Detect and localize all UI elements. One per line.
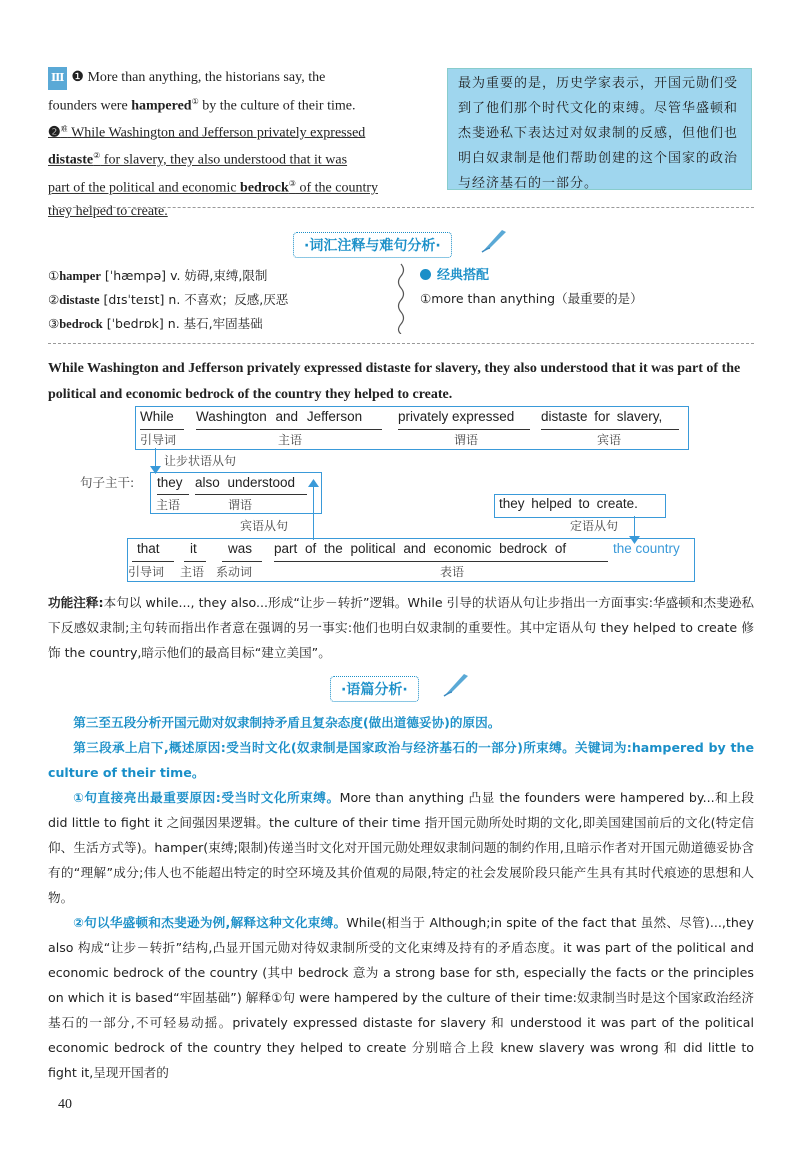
footnote-1: ① [191,97,199,106]
discourse-p3-body: More than anything 凸显 the founders were hampered by...和上段 did little to fight it 之间强因果逻辑。the culture of their time 指开国元勋所处时期的文化,即美国建国前后的文化(特定信仰、生活方式等)。hamper(束缚;限制)传递当时文化对开国元勋处理奴隶制问题的制约作用,且暗示作者对开国元勋道德妥协含有的“理解”成分;伟人也不能超出特定的时空环境及其价值观的局限,特定的社会发展阶段只能产生具有其时代痕迹的思想和人物。 [48,790,755,905]
vocab-word: bedrock [59,317,103,331]
vocab-def: v. 妨碍,束缚,限制 [170,268,268,283]
vocab-ipa: [ˈhæmpə] [104,268,167,283]
vocab-ipa: [dɪsˈteɪst] [103,292,165,307]
sentence-1-part-a: More than anything, the historians say, the [87,70,326,85]
footnote-3: ③ [288,178,296,188]
sentence-2-part-a: While Washington and Jefferson privately expressed [71,125,366,141]
function-note-label: 功能注释: [48,595,104,610]
sentence-1-text: founders were [48,98,132,114]
underline [157,494,189,495]
label-object: 宾语 [597,433,622,447]
paragraph-marker: Ⅲ [48,67,67,90]
vocab-num: ③ [48,316,60,331]
vocab-num: ② [48,292,60,307]
token-the-country: the country [613,541,680,556]
sentence-2-part-d: they helped to create. [48,203,168,219]
underline [222,561,262,562]
word-bedrock: bedrock [240,180,289,196]
word-distaste: distaste [48,152,94,168]
underline [132,561,174,562]
token-was: was [228,541,253,556]
underline [140,429,184,430]
token-relative-clause: they helped to create. [499,496,638,511]
section-title: ·词汇注释与难句分析· [304,238,441,254]
section-title: ·语篇分析· [341,682,408,698]
sentence-2-part-c: part of the political and economic [48,180,241,196]
discourse-p4-body: While(相当于 Although;in spite of the fact that 虽然、尽管)...,they also 构成“让步－转折”结构,凸显开国元勋对待奴隶制所受的文化束缚及持有的矛盾态度。it was part of the political and economic bedrock of the country (其中 bedrock 意为 a strong base for sth, especially the facts or the principles on which it is based“牢固基础”) 解释①句 were hampered by the culture of their time:奴隶制当时是这个国家政治经济基石的一部分,不可轻易动摇。privately expressed distaste for slavery 和 understood it was part of the political economic bedrock of the country they helped to create 分别暗合上段 knew slavery was wrong 和 did little to fight it,呈现开国者的 [48,915,754,1080]
underline [195,494,307,495]
label-concession: 让步状语从句 [164,454,237,468]
underline [196,429,382,430]
sentence-2-part-b: for slavery, they also understood that it was [100,152,348,168]
token-predicate: privately expressed [398,409,515,424]
footnote-2: ② [93,151,101,161]
discourse-p3 [48,785,754,910]
token-subject: Washington and Jefferson [196,409,363,424]
arrow-line [155,448,156,468]
sentence-2-part-c-end: of the country [295,180,378,196]
sentence-2-number: ❷ [48,125,61,141]
collocation-title: 经典搭配 [437,268,490,283]
vocab-num: ① [48,268,60,283]
difficult-flag: 难 [60,124,68,133]
discourse-analysis [48,710,754,1085]
label-object-clause: 宾语从句 [240,519,289,533]
label-attributive-clause: 定语从句 [570,519,619,533]
token-predicative: part of the political and economic bedrock of [274,541,567,556]
label-subject: 主语 [180,565,205,579]
discourse-p4 [48,910,754,1085]
label-predicative: 表语 [440,565,465,579]
main-clause-label: 句子主干: [80,475,135,490]
token-it: it [190,541,197,556]
discourse-p2: 第三段承上启下,概述原因:受当时文化(奴隶制是国家政治与经济基石的一部分)所束缚。关键词为:hampered by the culture of their time。 [48,740,754,780]
discourse-p3-head: ①句直接亮出最重要原因:受当时文化所束缚。 [73,790,340,805]
word-hampered: hampered [131,98,192,114]
token-object: distaste for slavery, [541,409,663,424]
translation-text: 最为重要的是，历史学家表示，开国元勋们受到了他们那个时代文化的束缚。尽管华盛顿和杰斐逊私下表达过对奴隶制的反感，但他们也明白奴隶制是他们帮助创建的这个国家的政治与经济基石的一部分。 [458,76,739,191]
underline [398,429,530,430]
discourse-p4-head: ②句以华盛顿和杰斐逊为例,解释这种文化束缚。 [73,915,347,930]
collocation-item: ①more than anything（最重要的是） [420,291,643,306]
sentence-1-end: by the culture of their time. [198,98,356,114]
function-note [48,590,754,665]
vocab-ipa: [ˈbedrɒk] [106,316,164,331]
label-intro: 引导词 [140,433,177,447]
label-linking-verb: 系动词 [216,565,253,579]
token-understood: also understood [195,475,296,490]
sentence-1-number: ❶ [71,70,84,85]
function-note-text: 本句以 while..., they also...形成“让步－转折”逻辑。While 引导的状语从句让步指出一方面事实:华盛顿和杰斐逊私下反感奴隶制;主句转而指出作者意在强调的另一事实:他们也明白奴隶制的重要性。其中定语从句 they helped to create 修饰 the country,暗示他们的最高目标“建立美国”。 [48,595,754,660]
underline [541,429,679,430]
label-subject: 主语 [278,433,303,447]
label-predicate: 谓语 [454,433,479,447]
discourse-p1: 第三至五段分析开国元勋对奴隶制持矛盾且复杂态度(做出道德妥协)的原因。 [73,715,501,730]
label-predicate: 谓语 [228,498,253,512]
vocab-def: n. 基石,牢固基础 [167,316,263,331]
arrow-line [313,486,314,540]
quill-icon [442,670,472,698]
vocab-word: distaste [59,293,100,307]
token-they: they [157,475,183,490]
vocab-word: hamper [59,269,101,283]
token-while: While [140,409,174,424]
section-header-discourse [330,676,419,702]
label-intro: 引导词 [128,565,165,579]
analysis-sentence: While Washington and Jefferson privately expressed distaste for slavery, they also understood that it was part of the political and economic bedrock of the country they helped to create. [48,361,741,402]
token-that: that [137,541,160,556]
page-number: 40 [58,1097,72,1112]
label-subject: 主语 [156,498,181,512]
underline [184,561,206,562]
arrow-line [634,516,635,538]
underline [274,561,608,562]
arrow-up-icon [308,479,319,487]
vocab-def: n. 不喜欢；反感,厌恶 [168,292,289,307]
